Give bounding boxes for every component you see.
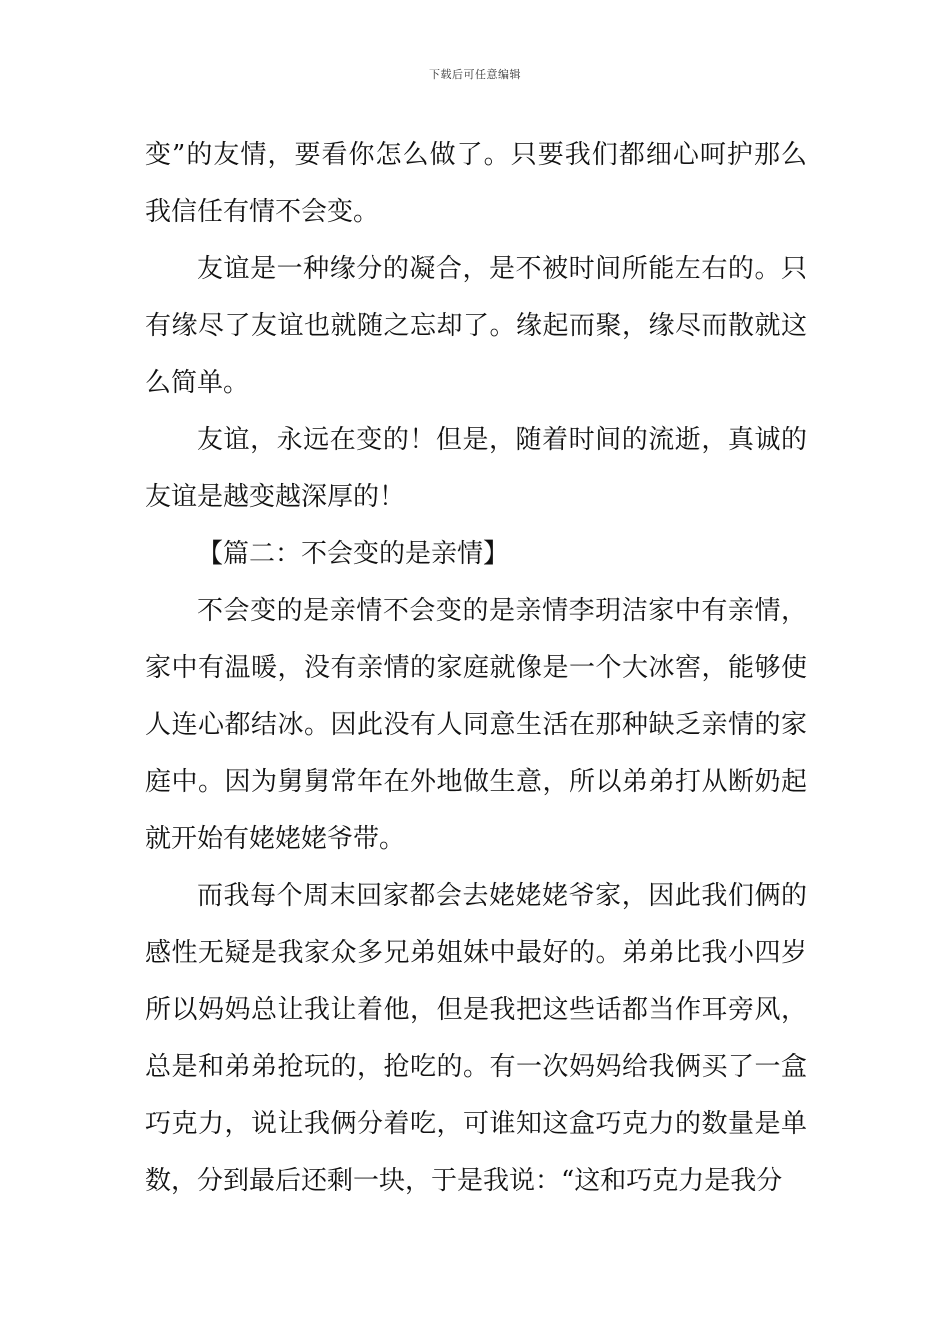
page-header-note: 下载后可任意编辑 (429, 68, 521, 81)
section-heading: 【篇二：不会变的是亲情】 (197, 539, 510, 569)
paragraph-chocolate-story: 而我每个周末回家都会去姥姥姥爷家，因此我们俩的感性无疑是我家众多兄弟姐妹中最好的。弟弟比我小四岁所以妈妈总让我让着他，但是我把这些话都当作耳旁风，总是和弟弟抢玩的，抢吃的。有一次妈妈给我俩买了一盒巧克力，说让我俩分着吃，可谁知这盒巧克力的数量是单数，分到最后还剩一块，于是我说：“这和巧克力是我分 (145, 881, 807, 1196)
document-body (145, 127, 807, 1210)
paragraph-family-affection: 不会变的是亲情不会变的是亲情李玥洁家中有亲情，家中有温暖，没有亲情的家庭就像是一个大冰窖，能够使人连心都结冰。因此没有人同意生活在那种缺乏亲情的家庭中。因为舅舅常年在外地做生意，所以弟弟打从断奶起就开始有姥姥姥爷带。 (145, 596, 807, 854)
paragraph-friendship-fate: 友谊是一种缘分的凝合，是不被时间所能左右的。只有缘尽了友谊也就随之忘却了。缘起而聚，缘尽而散就这么简单。 (145, 254, 807, 398)
paragraph-continuation: 变”的友情，要看你怎么做了。只要我们都细心呵护那么我信任有情不会变。 (145, 140, 807, 227)
paragraph-friendship-change: 友谊，永远在变的！但是，随着时间的流逝，真诚的友谊是越变越深厚的！ (145, 425, 807, 512)
